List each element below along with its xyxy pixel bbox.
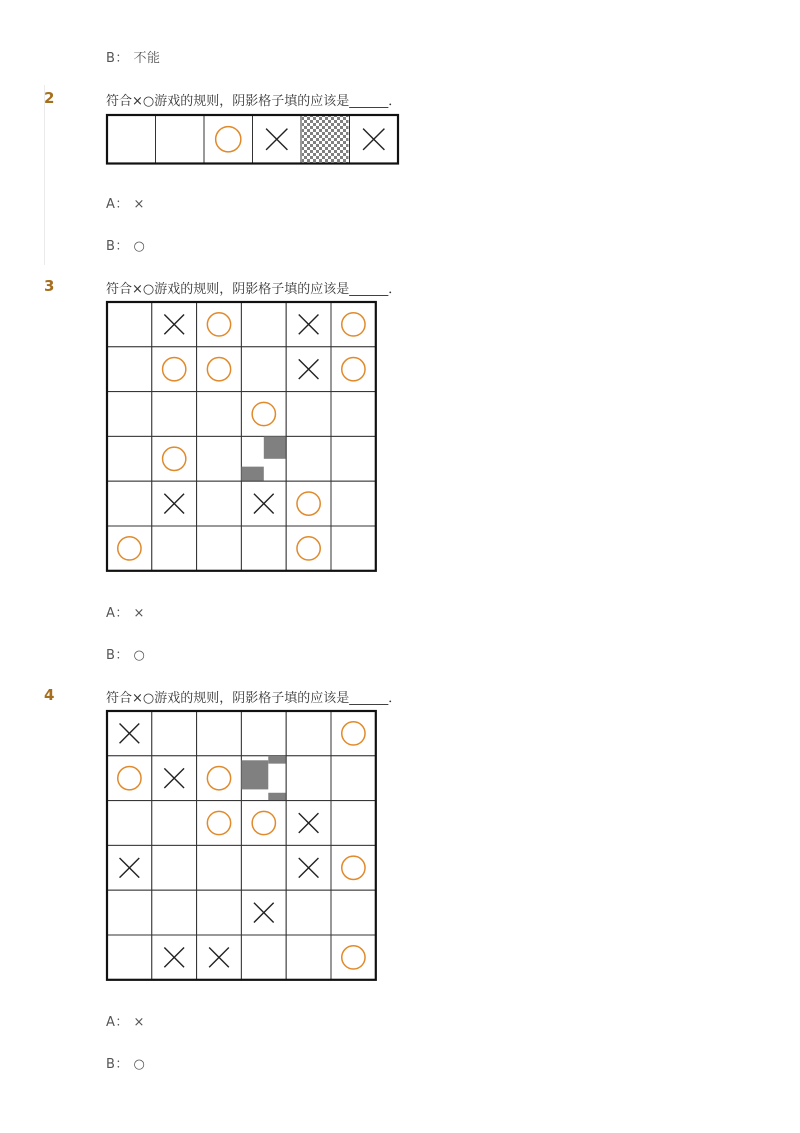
question-3-grid (106, 301, 376, 573)
grid-cell (331, 392, 376, 437)
grid-cell (107, 347, 152, 392)
grid-cell (197, 481, 242, 526)
grid-cell (197, 302, 242, 347)
grid-cell (197, 526, 242, 571)
grid-cell (197, 756, 242, 801)
grid-cell (286, 526, 331, 571)
grid-cell (197, 845, 242, 890)
grid-cell (152, 711, 197, 756)
q1-option-b[interactable]: B： 不能 (106, 51, 161, 66)
grid-cell (331, 845, 376, 890)
grid-cell (241, 801, 286, 846)
grid-cell (286, 935, 331, 980)
grid-cell (286, 392, 331, 437)
grid-cell (107, 115, 156, 164)
question-2-grid (106, 114, 398, 164)
question-2-option-b[interactable]: B： ○ (106, 239, 146, 254)
question-3-option-b[interactable]: B： ○ (106, 648, 146, 663)
grid-cell (107, 392, 152, 437)
grid-cell (152, 526, 197, 571)
question-text-2: 符合×○游戏的规则，阴影格子填的应该是______． (106, 94, 402, 109)
grid-cell (241, 302, 286, 347)
question-number-2: 2 (44, 89, 55, 107)
grid-cell (107, 481, 152, 526)
grid-cell (286, 756, 331, 801)
grid-cell (241, 711, 286, 756)
question-2-option-a[interactable]: A： × (106, 197, 145, 212)
grid-cell (197, 347, 242, 392)
grid-cell (107, 526, 152, 571)
grid-cell (286, 890, 331, 935)
grid-cell (286, 711, 331, 756)
grid-cell (241, 347, 286, 392)
grid-cell (197, 711, 242, 756)
grid-cell (107, 302, 152, 347)
grid-cell (241, 845, 286, 890)
grid-cell (152, 436, 197, 481)
grid-cell (152, 347, 197, 392)
grid-cell (331, 756, 376, 801)
grid-cell (331, 801, 376, 846)
question-text-3: 符合×○游戏的规则，阴影格子填的应该是______． (106, 282, 402, 297)
grid-cell (197, 392, 242, 437)
question-4-option-a[interactable]: A： × (106, 1015, 145, 1030)
grid-cell (286, 436, 331, 481)
grid-cell (204, 115, 253, 164)
grid-cell (107, 890, 152, 935)
grid-cell (156, 115, 205, 164)
grid-cell (241, 392, 286, 437)
grid-cell (331, 347, 376, 392)
question-4-grid (106, 710, 376, 982)
grid-cell (152, 801, 197, 846)
grid-cell (331, 935, 376, 980)
grid-cell (331, 436, 376, 481)
grid-cell (107, 935, 152, 980)
grid-cell (331, 711, 376, 756)
grid-cell (197, 801, 242, 846)
question-number-3: 3 (44, 277, 55, 295)
grid-cell (286, 481, 331, 526)
grid-cell (331, 302, 376, 347)
question-4-option-b[interactable]: B： ○ (106, 1057, 146, 1072)
grid-cell (241, 526, 286, 571)
grid-cell (107, 756, 152, 801)
grid-cell (197, 890, 242, 935)
grid-cell (197, 436, 242, 481)
grid-cell (152, 392, 197, 437)
grid-cell (152, 890, 197, 935)
shaded-cell (302, 116, 349, 163)
grid-cell (331, 890, 376, 935)
grid-cell (241, 935, 286, 980)
grid-cell (107, 801, 152, 846)
grid-cell (331, 526, 376, 571)
grid-cell (152, 845, 197, 890)
question-number-4: 4 (44, 686, 55, 704)
grid-cell (331, 481, 376, 526)
question-3-option-a[interactable]: A： × (106, 606, 145, 621)
question-text-4: 符合×○游戏的规则，阴影格子填的应该是______． (106, 691, 402, 706)
grid-cell (107, 436, 152, 481)
left-margin-rule (44, 85, 45, 265)
